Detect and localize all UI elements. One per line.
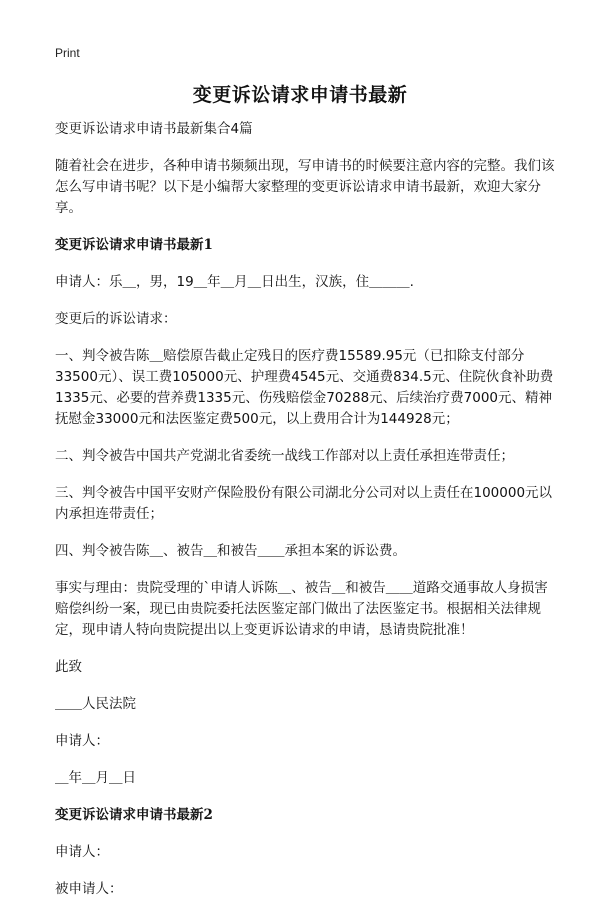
date-line: ＿年＿月＿日 — [55, 770, 136, 786]
salutation: 此致 — [55, 659, 82, 675]
page-title: 变更诉讼请求申请书最新 — [192, 84, 408, 106]
court-name: ＿＿人民法院 — [55, 696, 136, 712]
intro-paragraph: 随着社会在进步，各种申请书频频出现，写申请书的时候要注意内容的完整。我们该怎么写申请书呢？以下是小编帮大家整理的变更诉讼请求申请书最新，欢迎大家分享。 — [55, 158, 555, 216]
document-subtitle: 变更诉讼请求申请书最新集合4篇 — [55, 121, 253, 137]
section2-applicant: 申请人： — [55, 844, 109, 860]
document-body — [55, 119, 555, 916]
signature-line: 申请人： — [55, 733, 109, 749]
print-label: Print — [55, 46, 80, 60]
request-item-4: 四、判令被告陈＿、被告＿和被告＿＿承担本案的诉讼费。 — [55, 543, 406, 559]
section-heading-2: 变更诉讼请求申请书最新2 — [55, 807, 213, 823]
facts-paragraph: 事实与理由：贵院受理的`申请人诉陈＿、被告＿和被告＿＿道路交通事故人身损害赔偿纠纷一案，现已由贵院委托法医鉴定部门做出了法医鉴定书。根据相关法律规定，现申请人特向贵院提出以上变更诉讼请求的申请，恳请贵院批准！ — [55, 580, 548, 638]
applicant-line: 申请人：乐＿，男，19＿年＿月＿日出生，汉族，住＿＿＿. — [55, 274, 414, 290]
changed-requests-label: 变更后的诉讼请求： — [55, 311, 177, 327]
request-item-1: 一、判令被告陈＿赔偿原告截止定残日的医疗费15589.95元（已扣除支付部分33500元）、误工费105000元、护理费4545元、交通费834.5元、住院伙食补助费1335元、必要的营养费1335元、伤残赔偿金70288元、后续治疗费7000元、精神抚慰金33000元和法医鉴定费500元，以上费用合计为144928元； — [55, 348, 554, 427]
section2-respondent: 被申请人： — [55, 881, 123, 897]
request-item-2: 二、判令被告中国共产党湖北省委统一战线工作部对以上责任承担连带责任； — [55, 448, 514, 464]
section-heading-1: 变更诉讼请求申请书最新1 — [55, 237, 213, 253]
request-item-3: 三、判令被告中国平安财产保险股份有限公司湖北分公司对以上责任在100000元以内承担连带责任； — [55, 485, 553, 522]
